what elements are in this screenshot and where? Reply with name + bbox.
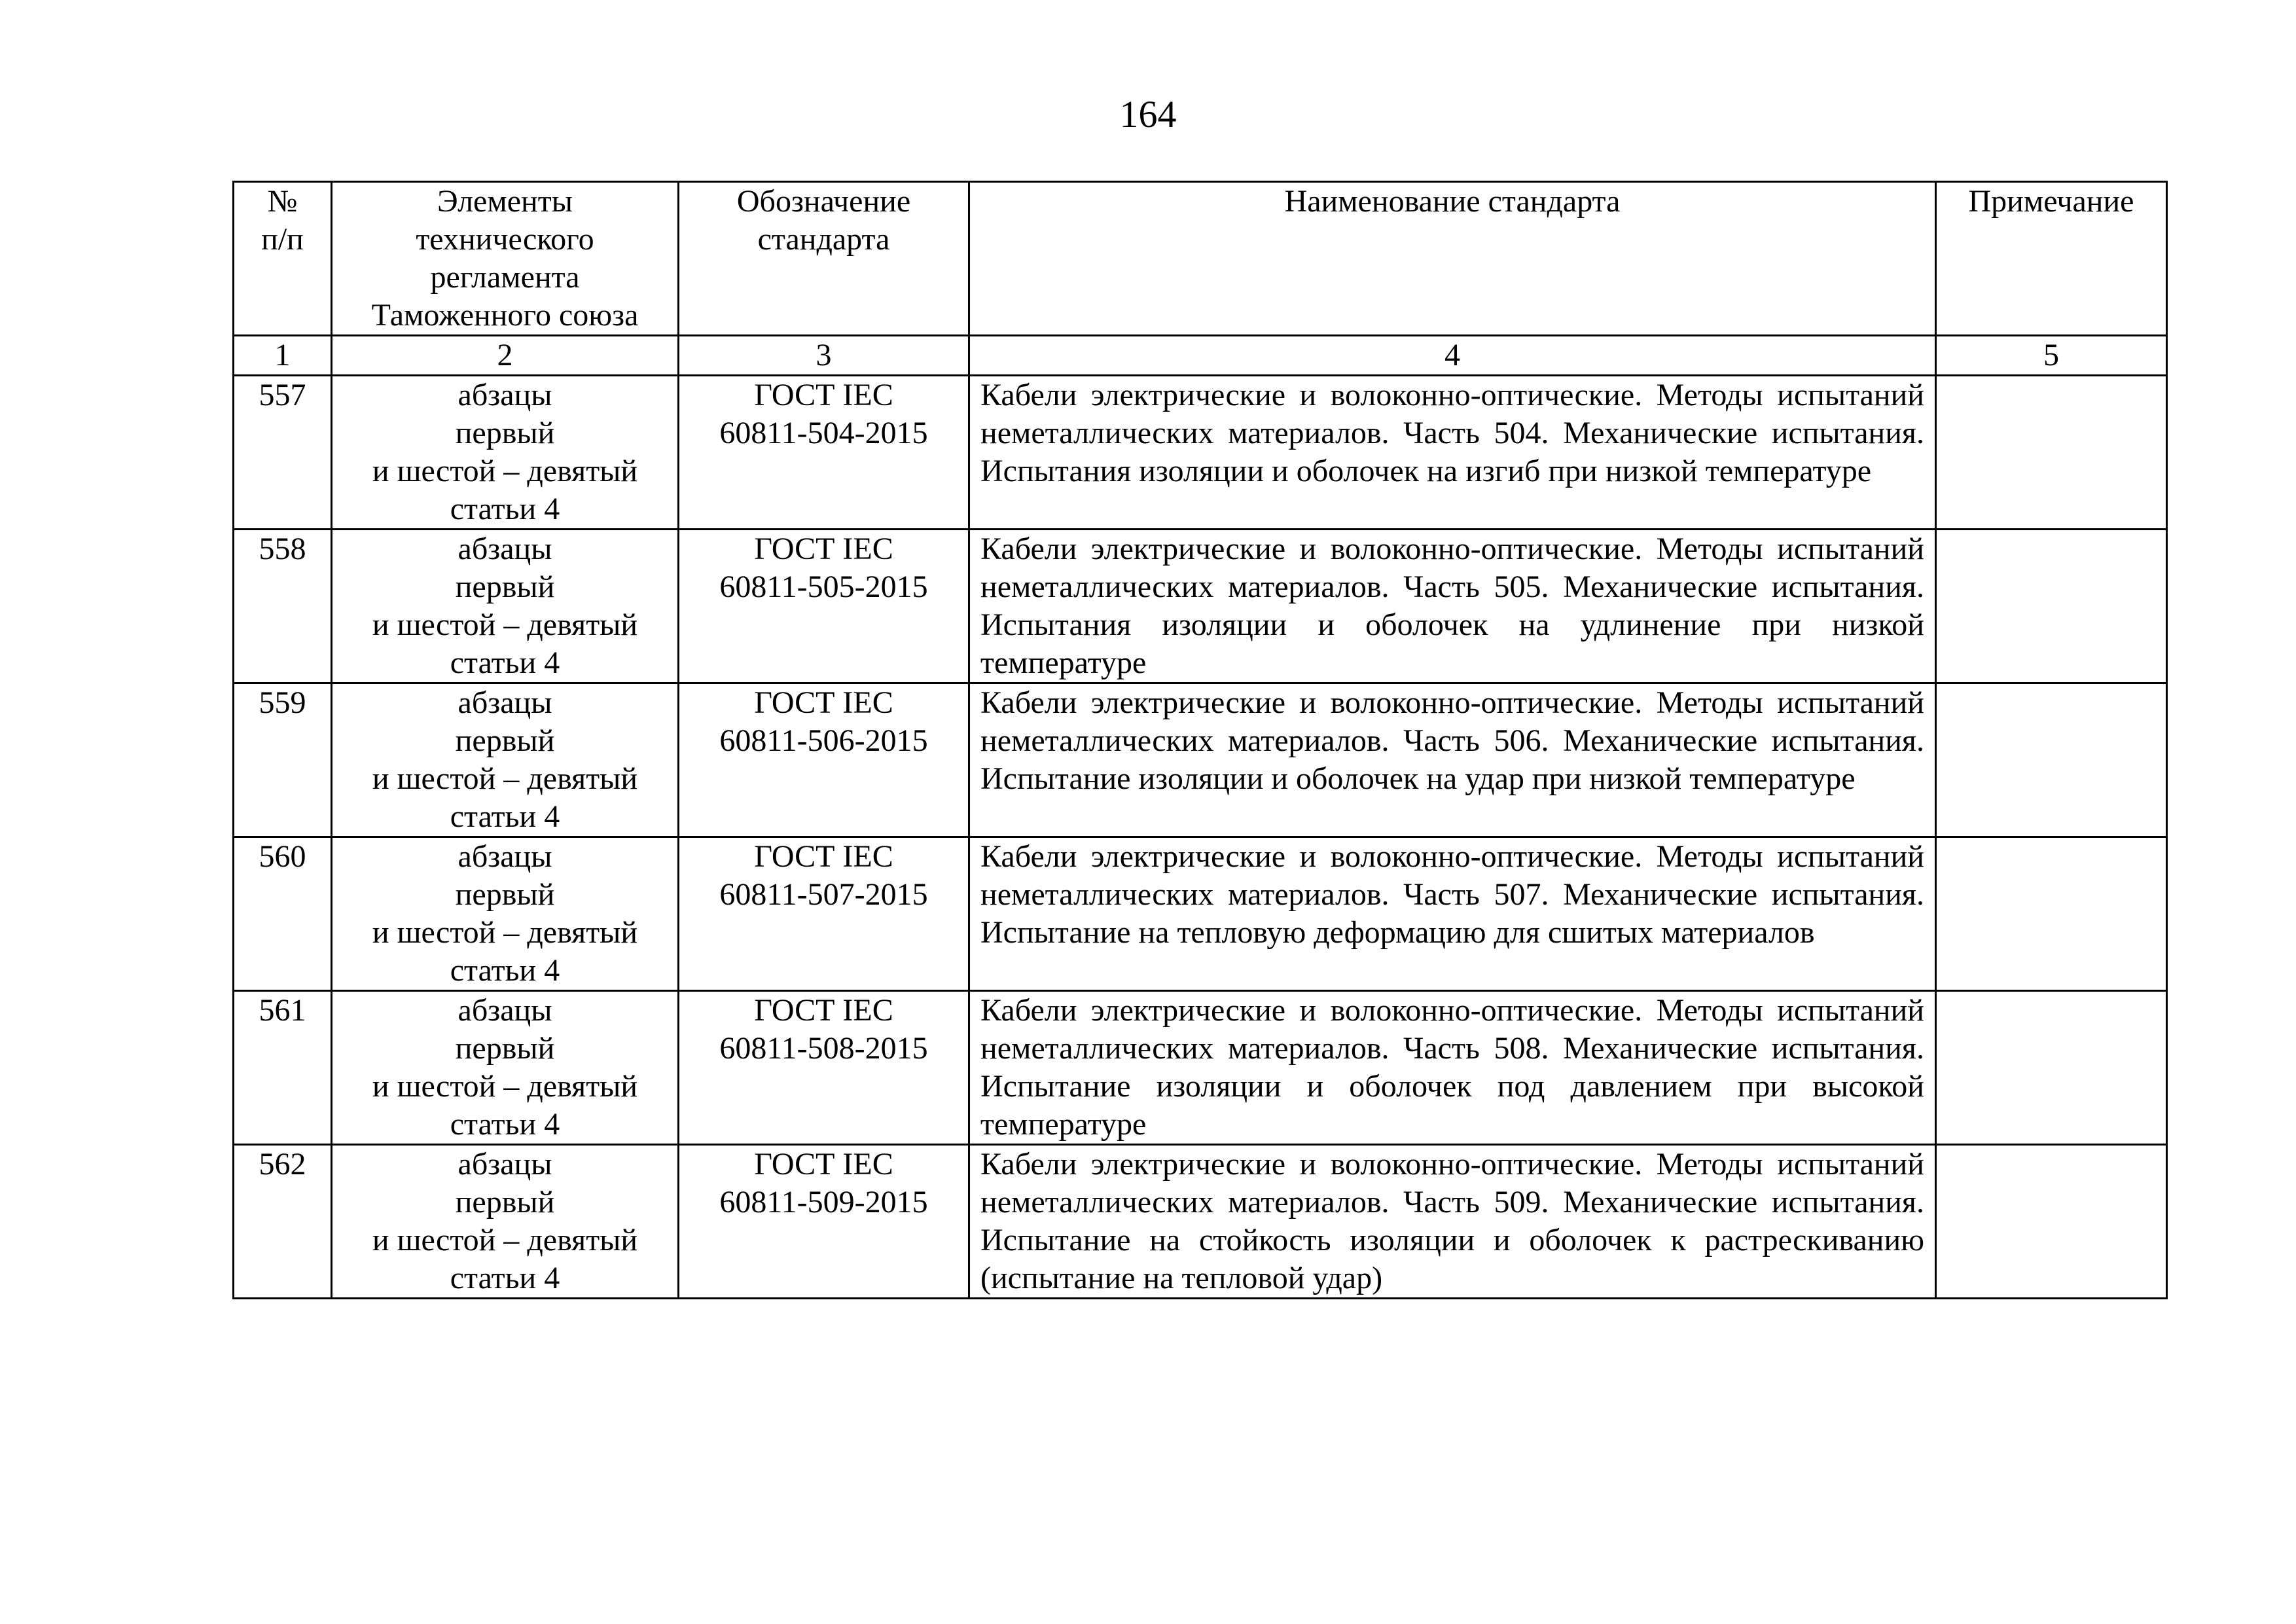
row-code-cell — [679, 837, 969, 991]
column-index-cell: 4 — [969, 336, 1936, 376]
row-elements-line: и шестой – девятый — [372, 1069, 638, 1104]
row-name-cell: Кабели электрические и волоконно-оптические. Методы испытаний неметаллических материалов. Часть 506. Механические испытания. Испытание изоляции и оболочек на удар при низкой температуре — [969, 683, 1936, 837]
row-name-cell: Кабели электрические и волоконно-оптические. Методы испытаний неметаллических материалов. Часть 507. Механические испытания. Испытание на тепловую деформацию для сшитых материалов — [969, 837, 1936, 991]
row-name-cell: Кабели электрические и волоконно-оптические. Методы испытаний неметаллических материалов. Часть 508. Механические испытания. Испытание изоляции и оболочек под давлением при высокой температуре — [969, 991, 1936, 1145]
column-index-cell: 2 — [332, 336, 679, 376]
row-code-line: 60811-506-2015 — [719, 723, 928, 758]
row-elements-cell — [332, 683, 679, 837]
row-elements-line: статьи 4 — [450, 1261, 560, 1295]
row-code-cell — [679, 376, 969, 530]
column-index-cell: 3 — [679, 336, 969, 376]
header-code-cell — [679, 182, 969, 336]
row-elements-line: первый — [455, 1185, 555, 1219]
row-num-cell: 561 — [234, 991, 332, 1145]
row-num-cell: 557 — [234, 376, 332, 530]
row-num-cell: 559 — [234, 683, 332, 837]
row-code-line: ГОСТ IEC — [754, 993, 893, 1028]
row-elements-line: статьи 4 — [450, 1107, 560, 1142]
row-code-line: 60811-509-2015 — [719, 1185, 928, 1219]
row-code-line: 60811-505-2015 — [719, 569, 928, 604]
row-num-cell: 560 — [234, 837, 332, 991]
row-note-cell — [1936, 376, 2167, 530]
row-num-cell: 558 — [234, 530, 332, 683]
row-elements-line: абзацы — [457, 1147, 552, 1182]
table-row — [234, 376, 2167, 530]
header-num-line: п/п — [261, 222, 304, 257]
header-elements-line: технического — [416, 222, 594, 257]
row-elements-line: абзацы — [457, 378, 552, 412]
row-elements-line: первый — [455, 1031, 555, 1066]
row-code-line: ГОСТ IEC — [754, 532, 893, 566]
row-elements-line: и шестой – девятый — [372, 454, 638, 488]
row-note-cell — [1936, 1145, 2167, 1299]
row-elements-cell — [332, 837, 679, 991]
row-elements-line: статьи 4 — [450, 492, 560, 526]
row-elements-line: первый — [455, 877, 555, 912]
row-code-cell — [679, 991, 969, 1145]
row-code-line: 60811-507-2015 — [719, 877, 928, 912]
row-code-cell — [679, 683, 969, 837]
header-code-line: стандарта — [757, 222, 890, 257]
table-row — [234, 1145, 2167, 1299]
row-code-line: 60811-504-2015 — [719, 416, 928, 450]
header-note-cell: Примечание — [1936, 182, 2167, 336]
row-elements-line: статьи 4 — [450, 799, 560, 834]
row-elements-cell — [332, 530, 679, 683]
row-elements-line: абзацы — [457, 532, 552, 566]
row-elements-line: статьи 4 — [450, 645, 560, 680]
row-num-cell: 562 — [234, 1145, 332, 1299]
row-elements-cell — [332, 991, 679, 1145]
row-code-line: ГОСТ IEC — [754, 839, 893, 874]
row-code-line: ГОСТ IEC — [754, 378, 893, 412]
table-row — [234, 683, 2167, 837]
row-elements-line: абзацы — [457, 839, 552, 874]
row-elements-cell — [332, 1145, 679, 1299]
row-elements-line: статьи 4 — [450, 953, 560, 988]
row-elements-line: и шестой – девятый — [372, 761, 638, 796]
header-elements-line: Элементы — [437, 184, 573, 219]
row-code-line: 60811-508-2015 — [719, 1031, 928, 1066]
row-code-line: ГОСТ IEC — [754, 1147, 893, 1182]
header-elements-cell — [332, 182, 679, 336]
row-elements-line: первый — [455, 569, 555, 604]
header-name-cell: Наименование стандарта — [969, 182, 1936, 336]
header-num-line: № — [267, 184, 298, 219]
row-elements-cell — [332, 376, 679, 530]
column-index-cell: 5 — [1936, 336, 2167, 376]
row-elements-line: первый — [455, 723, 555, 758]
header-num-cell — [234, 182, 332, 336]
row-elements-line: абзацы — [457, 993, 552, 1028]
header-elements-line: Таможенного союза — [371, 298, 639, 333]
row-note-cell — [1936, 530, 2167, 683]
standards-table — [232, 181, 2168, 1299]
row-name-cell: Кабели электрические и волоконно-оптические. Методы испытаний неметаллических материалов. Часть 504. Механические испытания. Испытания изоляции и оболочек на изгиб при низкой температуре — [969, 376, 1936, 530]
row-code-line: ГОСТ IEC — [754, 685, 893, 720]
row-name-cell: Кабели электрические и волоконно-оптические. Методы испытаний неметаллических материалов. Часть 505. Механические испытания. Испытания изоляции и оболочек на удлинение при низкой температуре — [969, 530, 1936, 683]
row-note-cell — [1936, 683, 2167, 837]
header-elements-line: регламента — [430, 260, 580, 295]
table-header-row — [234, 182, 2167, 336]
row-name-cell: Кабели электрические и волоконно-оптические. Методы испытаний неметаллических материалов. Часть 509. Механические испытания. Испытание на стойкость изоляции и оболочек к растрескиванию (испытание на тепловой удар) — [969, 1145, 1936, 1299]
column-index-row — [234, 336, 2167, 376]
row-elements-line: и шестой – девятый — [372, 915, 638, 950]
row-elements-line: абзацы — [457, 685, 552, 720]
row-elements-line: и шестой – девятый — [372, 607, 638, 642]
table-row — [234, 530, 2167, 683]
row-elements-line: первый — [455, 416, 555, 450]
header-code-line: Обозначение — [736, 184, 911, 219]
row-code-cell — [679, 530, 969, 683]
row-code-cell — [679, 1145, 969, 1299]
column-index-cell: 1 — [234, 336, 332, 376]
row-note-cell — [1936, 837, 2167, 991]
table-row — [234, 991, 2167, 1145]
row-note-cell — [1936, 991, 2167, 1145]
table-row — [234, 837, 2167, 991]
page-number: 164 — [1119, 93, 1177, 135]
row-elements-line: и шестой – девятый — [372, 1223, 638, 1257]
